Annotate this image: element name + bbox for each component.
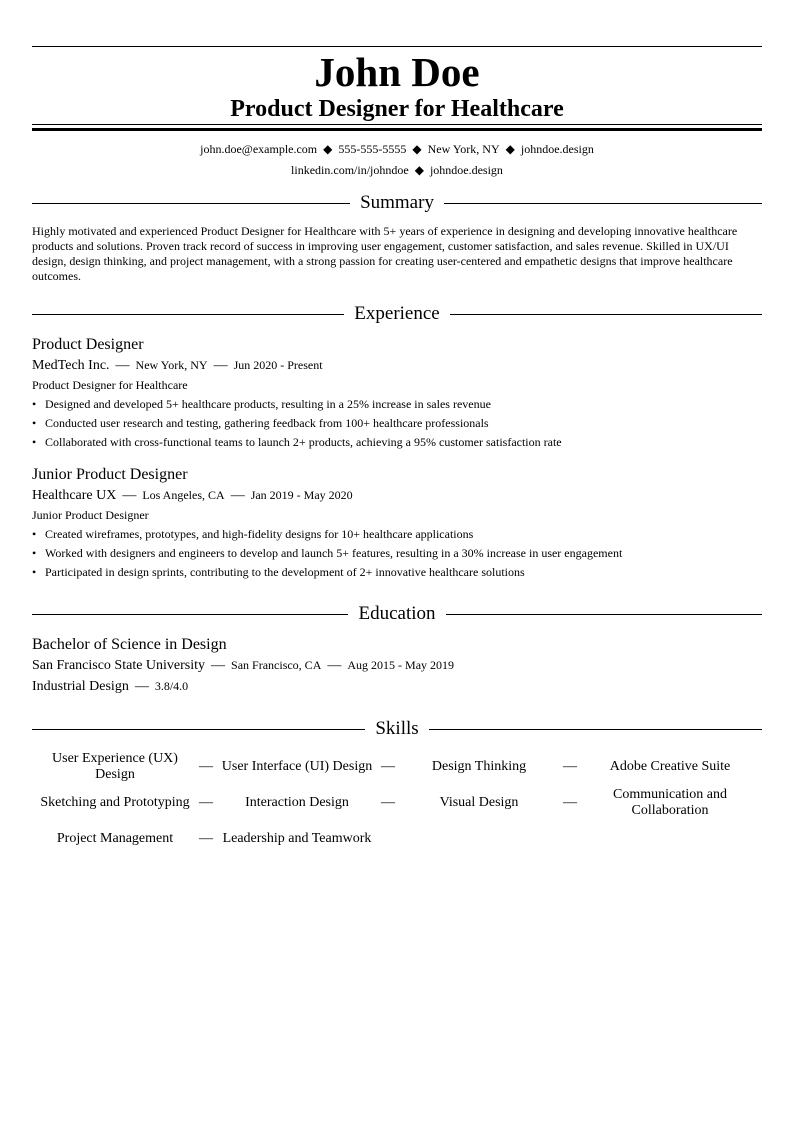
- education-heading: [32, 602, 762, 626]
- contact-block: [32, 139, 762, 181]
- list-item: • Created wireframes, prototypes, and high-fidelity designs for 10+ healthcare applications: [32, 525, 762, 544]
- diamond-icon: ◆: [323, 142, 333, 156]
- education-entry: [32, 634, 762, 697]
- skills-heading: [32, 717, 762, 741]
- email-link[interactable]: john.doe@example.com: [200, 142, 318, 156]
- skill-item: Leadership and Teamwork: [222, 831, 372, 846]
- bullet-icon: •: [32, 397, 37, 411]
- bullet-icon: •: [32, 416, 37, 430]
- school-name: San Francisco State University: [32, 658, 206, 673]
- summary-text: Highly motivated and experienced Product Designer for Healthcare with 5+ years of experience in designing and developing innovative healthcare products and solutions. Proven track record of success in improving user engagement, customer satisfaction, and sales revenue. Skilled in UX/UI design, design thinking, and project management, with a strong passion for creating user-centered and empathetic designs that improve healthcare outcomes.: [32, 224, 738, 283]
- job-dates: Jun 2020 - Present: [233, 358, 323, 372]
- job-location: Los Angeles, CA: [142, 488, 225, 502]
- skill-item: Visual Design: [439, 795, 519, 810]
- contact-line-1: [32, 139, 762, 160]
- dash-separator: —: [199, 831, 213, 846]
- job-entry: [32, 334, 762, 452]
- dash-separator: —: [381, 795, 395, 810]
- job-meta: [32, 485, 762, 506]
- skill-item: User Interface (UI) Design: [221, 759, 373, 774]
- job-bullets: [32, 525, 762, 582]
- resume-page: [32, 0, 762, 857]
- list-item: • Designed and developed 5+ healthcare products, resulting in a 25% increase in sales revenue: [32, 395, 762, 414]
- skill-item: Sketching and Prototyping: [40, 795, 190, 810]
- skill-item: Project Management: [56, 831, 174, 846]
- experience-heading: [32, 302, 762, 326]
- dash-separator: —: [230, 488, 245, 503]
- job-meta: [32, 355, 762, 376]
- skill-item: Communication and Collaboration: [613, 787, 727, 818]
- school-location: San Francisco, CA: [231, 658, 322, 672]
- company-name: Healthcare UX: [32, 488, 117, 503]
- job-dates: Jan 2019 - May 2020: [250, 488, 353, 502]
- dash-separator: —: [199, 795, 213, 810]
- candidate-name: John Doe: [314, 49, 480, 95]
- bullet-icon: •: [32, 546, 37, 560]
- degree-title: Bachelor of Science in Design: [32, 636, 227, 653]
- job-entry: [32, 464, 762, 582]
- dash-separator: —: [211, 658, 226, 673]
- candidate-headline: Product Designer for Healthcare: [230, 96, 564, 122]
- major-line: [32, 676, 762, 697]
- dash-separator: —: [213, 358, 228, 373]
- dash-separator: —: [563, 795, 577, 810]
- skill-item: Design Thinking: [431, 759, 527, 774]
- job-title: Junior Product Designer: [32, 466, 188, 483]
- list-item: • Conducted user research and testing, gathering feedback from 100+ healthcare professionals: [32, 414, 762, 433]
- website-link[interactable]: johndoe.design: [520, 142, 594, 156]
- gpa-value: 3.8/4.0: [154, 679, 189, 693]
- section-title: Experience: [354, 303, 440, 324]
- dash-separator: —: [327, 658, 342, 673]
- education-meta: [32, 655, 762, 676]
- dash-separator: —: [115, 358, 130, 373]
- bullet-icon: •: [32, 565, 37, 579]
- linkedin-link[interactable]: linkedin.com/in/johndoe: [291, 163, 409, 177]
- skill-item: Interaction Design: [245, 795, 349, 810]
- bullet-icon: •: [32, 527, 37, 541]
- header-double-rule: [32, 124, 762, 131]
- major-name: Industrial Design: [32, 679, 129, 694]
- job-subtitle: Junior Product Designer: [32, 508, 149, 522]
- diamond-icon: ◆: [505, 142, 515, 156]
- summary-heading: [32, 191, 762, 215]
- dash-separator: —: [563, 759, 577, 774]
- list-item: • Worked with designers and engineers to develop and launch 5+ features, resulting in a 30% increase in user engagement: [32, 544, 762, 563]
- section-title: Summary: [360, 192, 434, 213]
- dash-separator: —: [122, 488, 137, 503]
- bullet-icon: •: [32, 435, 37, 449]
- job-bullets: [32, 395, 762, 452]
- skill-item: Adobe Creative Suite: [609, 759, 731, 774]
- job-location: New York, NY: [135, 358, 208, 372]
- phone-text: 555-555-5555: [338, 142, 407, 156]
- skills-grid: [32, 749, 762, 857]
- list-item: • Participated in design sprints, contributing to the development of 2+ innovative healthcare solutions: [32, 563, 762, 582]
- job-subtitle: Product Designer for Healthcare: [32, 378, 188, 392]
- website-link-2[interactable]: johndoe.design: [429, 163, 503, 177]
- diamond-icon: ◆: [412, 142, 422, 156]
- section-title: Education: [358, 603, 436, 624]
- contact-line-2: [32, 160, 762, 181]
- location-text: New York, NY: [427, 142, 500, 156]
- dash-separator: —: [381, 759, 395, 774]
- company-name: MedTech Inc.: [32, 358, 110, 373]
- top-rule: [32, 46, 762, 47]
- skill-item: User Experience (UX) Design: [52, 751, 178, 782]
- list-item: • Collaborated with cross-functional teams to launch 2+ products, achieving a 95% customer satisfaction rate: [32, 433, 762, 452]
- dash-separator: —: [199, 759, 213, 774]
- job-title: Product Designer: [32, 336, 144, 353]
- section-title: Skills: [375, 718, 419, 739]
- diamond-icon: ◆: [414, 163, 424, 177]
- dash-separator: —: [134, 679, 149, 694]
- education-dates: Aug 2015 - May 2019: [347, 658, 455, 672]
